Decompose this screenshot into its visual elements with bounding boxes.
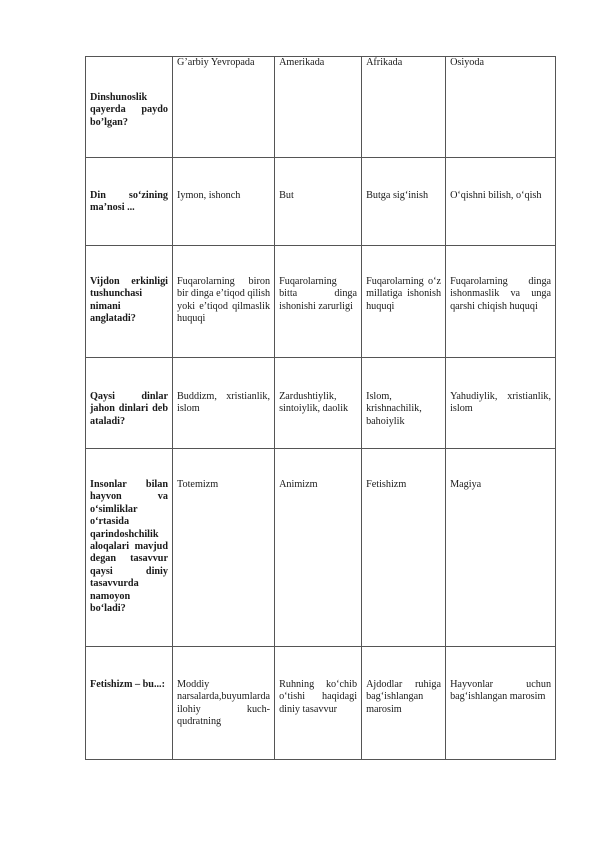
answer-option-text: Buddizm, xristianlik, islom	[177, 391, 271, 415]
question-cell	[86, 57, 173, 158]
answer-option-cell	[173, 158, 275, 246]
question-text: Din so‘zining ma’nosi ...	[90, 190, 168, 214]
answer-option-cell	[173, 647, 275, 760]
answer-option-text: Moddiy narsalarda,buyumlarda ilohiy kuch-qudratning	[177, 679, 271, 728]
question-cell	[86, 449, 173, 647]
answer-option-cell	[446, 158, 556, 246]
question-cell	[86, 158, 173, 246]
answer-option-text: Fuqarolarning o‘z millatiga ishonish huquqi	[366, 276, 442, 312]
answer-option-cell	[362, 57, 446, 158]
answer-option-text: Ruhning ko‘chib o‘tishi haqidagi diniy tasavvur	[279, 679, 358, 715]
answer-option-cell	[275, 57, 362, 158]
answer-option-cell	[446, 647, 556, 760]
answer-option-cell	[275, 449, 362, 647]
question-text: Vijdon erkinligi tushunchasi nimani anglatadi?	[90, 276, 168, 325]
question-row	[86, 158, 556, 246]
answer-option-text: Yahudiylik, xristianlik, islom	[450, 391, 552, 415]
answer-option-cell	[362, 358, 446, 449]
question-text: Dinshunoslik qayerda paydo bo’lgan?	[90, 92, 168, 128]
question-row	[86, 246, 556, 358]
question-row	[86, 358, 556, 449]
answer-option-text: G’arbiy Yevropada	[177, 57, 255, 68]
answer-option-cell	[446, 57, 556, 158]
answer-option-text: Fuqarolarning bitta dinga ishonishi zarurligi	[279, 276, 358, 312]
answer-option-text: Fetishizm	[366, 479, 407, 490]
answer-option-cell	[362, 647, 446, 760]
answer-option-text: Afrikada	[366, 57, 403, 68]
answer-option-cell	[275, 647, 362, 760]
answer-option-text: Animizm	[279, 479, 318, 490]
answer-option-cell	[173, 449, 275, 647]
answer-option-text: But	[279, 190, 294, 201]
answer-option-cell	[275, 158, 362, 246]
question-row	[86, 57, 556, 158]
answer-option-text: Ajdodlar ruhiga bag‘ishlangan marosim	[366, 679, 442, 715]
answer-option-cell	[275, 358, 362, 449]
answer-option-cell	[275, 246, 362, 358]
answer-option-text: O‘qishni bilish, o‘qish	[450, 190, 542, 201]
answer-option-text: Magiya	[450, 479, 482, 490]
question-cell	[86, 358, 173, 449]
question-row	[86, 647, 556, 760]
quiz-table-body	[86, 57, 556, 760]
question-text: Insonlar bilan hayvon va o‘simliklar o‘rtasida qarindoshchilik aloqalari mavjud degan tasavvur qaysi diniy tasavvurda namoyon bo‘ladi?	[90, 479, 168, 615]
answer-option-cell	[173, 246, 275, 358]
answer-option-cell	[446, 358, 556, 449]
question-text: Qaysi dinlar jahon dinlari deb ataladi?	[90, 391, 168, 427]
answer-option-text: Osiyoda	[450, 57, 485, 68]
question-text: Fetishizm – bu...:	[90, 679, 165, 690]
answer-option-cell	[362, 449, 446, 647]
answer-option-cell	[173, 57, 275, 158]
answer-option-text: Fuqarolarning dinga ishonmaslik va unga qarshi chiqish huquqi	[450, 276, 552, 312]
answer-option-text: Zardushtiylik, sintoiylik, daolik	[279, 391, 349, 415]
question-row	[86, 449, 556, 647]
answer-option-cell	[362, 246, 446, 358]
answer-option-text: Iymon, ishonch	[177, 190, 241, 201]
question-cell	[86, 647, 173, 760]
answer-option-text: Amerikada	[279, 57, 325, 68]
answer-option-text: Islom, krishnachilik, bahoiylik	[366, 391, 422, 427]
answer-option-cell	[362, 158, 446, 246]
quiz-table	[85, 56, 556, 760]
answer-option-text: Hayvonlar uchun bag‘ishlangan marosim	[450, 679, 552, 703]
answer-option-text: Totemizm	[177, 479, 219, 490]
answer-option-cell	[173, 358, 275, 449]
answer-option-cell	[446, 449, 556, 647]
question-cell	[86, 246, 173, 358]
answer-option-text: Butga sig‘inish	[366, 190, 429, 201]
answer-option-text: Fuqarolarning biron bir dinga e’tiqod qilish yoki e’tiqod qilmaslik huquqi	[177, 276, 271, 325]
answer-option-cell	[446, 246, 556, 358]
